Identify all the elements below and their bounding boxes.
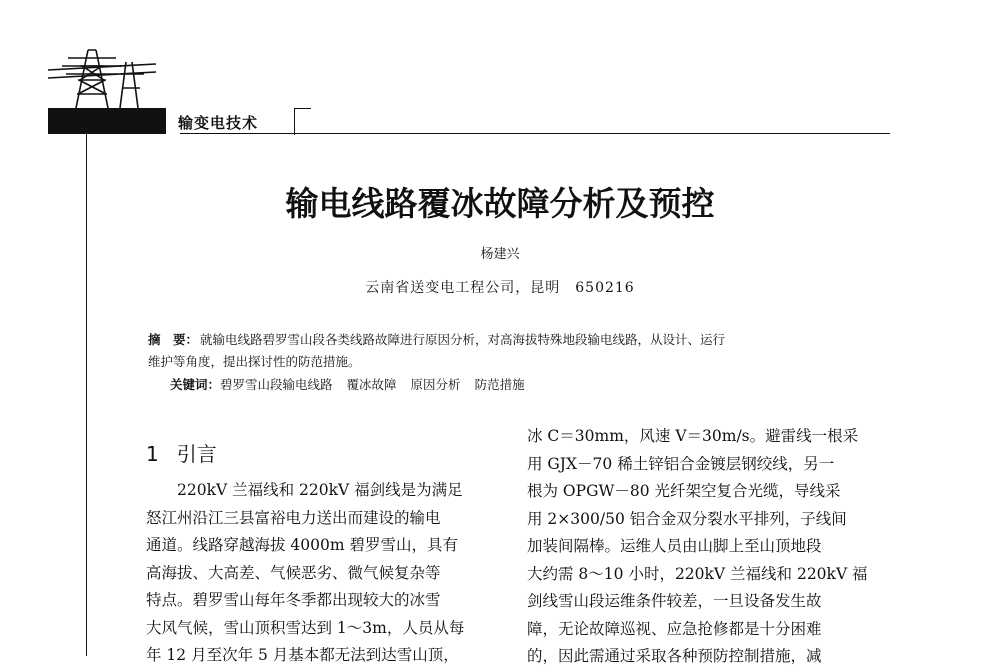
abstract-line: 就输电线路碧罗雪山段各类线路故障进行原因分析，对高海拔特殊地段输电线路，从设计、运行 [200, 332, 726, 347]
section-number: 1 [146, 442, 159, 466]
keyword-item: 防范措施 [474, 377, 525, 392]
body-line: 通道。线路穿越海拔 4000m 碧罗雪山，具有 [146, 536, 458, 554]
body-line: 用 GJX－70 稀土锌铝合金镀层钢绞线，另一 [527, 454, 835, 473]
keyword-item: 碧罗雪山段输电线路 [220, 377, 333, 392]
author-affiliation: 云南省送变电工程公司，昆明 650216 [365, 280, 635, 296]
body-line: 220kV 兰福线和 220kV 福剑线是为满足 [177, 481, 463, 499]
body-line: 根为 OPGW－80 光纤架空复合光缆，导线采 [527, 482, 841, 500]
header-bar [48, 108, 166, 134]
section-title: 引言 [176, 442, 217, 466]
body-line: 大约需 8～10 小时，220kV 兰福线和 220kV 福 [527, 564, 868, 583]
abstract [148, 329, 888, 373]
body-line: 年 12 月至次年 5 月基本都无法到达雪山顶， [146, 646, 459, 664]
body-line: 大风气候，雪山顶积雪达到 1～3m，人员从每 [146, 618, 465, 637]
header-rule [180, 133, 890, 134]
paper-title: 输电线路覆冰故障分析及预控 [285, 184, 715, 223]
body-column-left [146, 477, 464, 670]
body-line: 剑线雪山段运维条件较差，一旦设备发生故 [527, 592, 822, 610]
author-name: 杨建兴 [480, 247, 520, 262]
body-line: 用 2×300/50 铝合金双分裂水平排列，子线间 [527, 509, 847, 528]
abstract-label: 摘 要： [148, 332, 199, 347]
keyword-item: 覆冰故障 [346, 377, 397, 392]
body-line: 障，无论故障巡视、应急抢修都是十分困难 [527, 619, 822, 638]
body-line: 加装间隔棒。运维人员由山脚上至山顶地段 [527, 537, 822, 555]
keywords [170, 375, 539, 393]
abstract-line: 维护等角度，提出探讨性的防范措施。 [148, 354, 361, 369]
body-line: 怒江州沿江三县富裕电力送出而建设的输电 [146, 508, 441, 527]
body-column-right [527, 423, 868, 671]
body-line: 高海拔、大高差、气候恶劣、微气候复杂等 [146, 563, 441, 582]
body-line: 冰 C＝30mm，风速 V＝30m/s。避雷线一根采 [527, 427, 859, 445]
body-line: 的，因此需通过采取各种预防控制措施，减 [527, 647, 822, 665]
body-line: 特点。碧罗雪山每年冬季都出现较大的冰雪 [146, 591, 441, 609]
header-box-corner [294, 108, 311, 135]
section-name: 输变电技术 [178, 114, 259, 132]
keyword-item: 原因分析 [410, 377, 461, 392]
keywords-label: 关键词： [170, 377, 221, 392]
section-heading [146, 438, 217, 467]
